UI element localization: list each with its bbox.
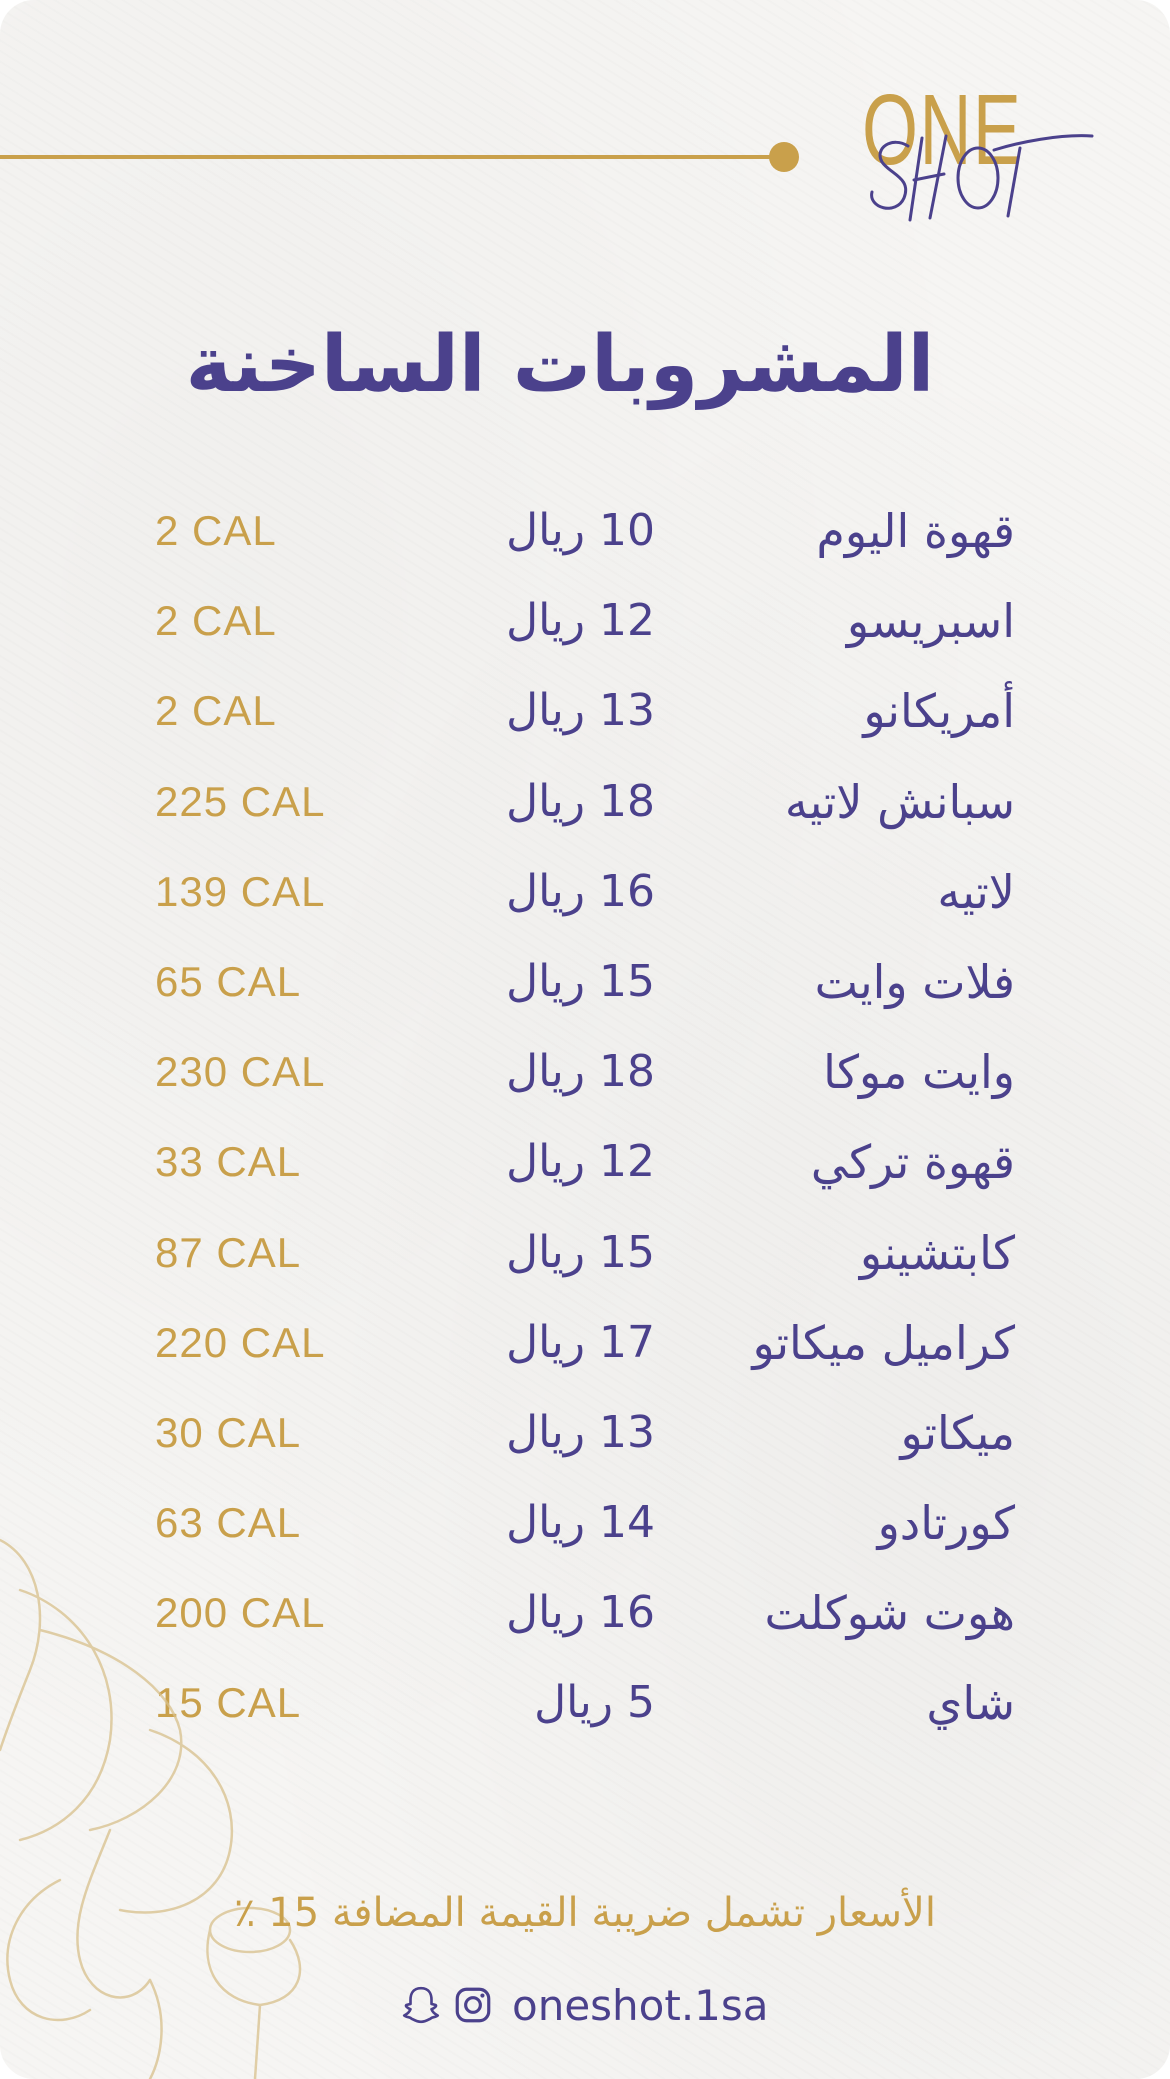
logo-one-text: ONE [862,74,1023,186]
item-price: 13 ريال [506,1406,655,1458]
item-name: كراميل ميكاتو [752,1315,1015,1370]
item-calories: 15 CAL [155,1679,302,1727]
item-calories: 225 CAL [155,777,326,825]
menu-item [0,1127,1170,1217]
item-price: 14 ريال [506,1497,655,1549]
menu-item [0,767,1170,857]
item-calories: 87 CAL [155,1228,302,1276]
item-calories: 63 CAL [155,1499,302,1547]
item-name: هوت شوكلت [764,1586,1015,1641]
item-name: لاتيه [937,864,1015,919]
item-calories: 33 CAL [155,1138,302,1186]
item-price: 12 ريال [506,1136,655,1188]
item-price: 5 ريال [534,1677,655,1729]
item-price: 12 ريال [506,595,655,647]
menu-item [0,947,1170,1037]
item-price: 10 ريال [506,505,655,556]
social-bar [400,1975,769,2035]
menu-item [0,586,1170,676]
item-name: وايت موكا [823,1045,1015,1100]
item-name: شاي [926,1676,1015,1731]
menu-item [0,496,1170,586]
item-name: فلات وايت [814,954,1015,1009]
brand-logo [860,74,1110,230]
item-name: كورتادو [877,1496,1015,1551]
item-name: اسبريسو [846,594,1015,649]
item-name: ميكاتو [900,1405,1015,1460]
tax-note: الأسعار تشمل ضريبة القيمة المضافة 15 ٪ [234,1890,936,1936]
menu-item [0,857,1170,947]
menu-item [0,1037,1170,1127]
item-price: 15 ريال [506,1226,655,1278]
item-price: 13 ريال [506,685,655,737]
item-calories: 2 CAL [155,507,277,554]
section-title: المشروبات الساخنة [185,320,935,410]
item-calories: 230 CAL [155,1048,326,1096]
item-price: 15 ريال [506,955,655,1007]
cup-line-art [0,1500,360,2079]
item-price: 17 ريال [506,1316,655,1368]
menu-item [0,1398,1170,1488]
item-name: قهوة اليوم [816,504,1015,558]
item-name: أمريكانو [863,684,1015,739]
item-calories: 2 CAL [155,687,277,735]
item-price: 16 ريال [506,1587,655,1639]
item-price: 16 ريال [506,865,655,917]
item-calories: 65 CAL [155,957,302,1005]
item-name: كابتشينو [859,1225,1015,1280]
item-calories: 139 CAL [155,867,326,915]
header-divider-dot [769,142,799,172]
item-calories: 200 CAL [155,1589,326,1637]
menu-item [0,676,1170,766]
item-calories: 30 CAL [155,1408,302,1456]
logo-shot-script [860,108,1110,228]
social-handle[interactable]: oneshot.1sa [512,1980,769,2030]
item-calories: 220 CAL [155,1318,326,1366]
snapchat-icon[interactable] [400,1984,442,2026]
item-name: قهوة تركي [810,1135,1015,1190]
instagram-icon[interactable] [452,1984,494,2026]
item-price: 18 ريال [506,1046,655,1098]
item-price: 18 ريال [506,775,655,827]
menu-item [0,1218,1170,1308]
menu-item [0,1308,1170,1398]
item-calories: 2 CAL [155,597,277,645]
header-divider-line [0,155,780,159]
item-name: سبانش لاتيه [784,774,1015,829]
